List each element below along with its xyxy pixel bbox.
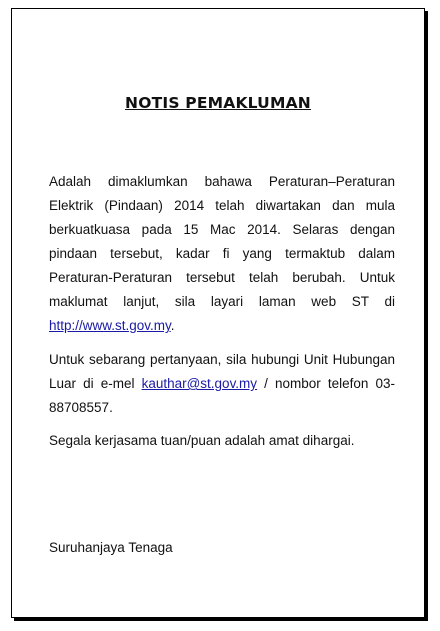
website-link[interactable]: http://www.st.gov.my xyxy=(49,318,171,333)
paragraph-2-text-before: Untuk sebarang pertanyaan, sila hubungi Unit Hubungan Luar di e-mel xyxy=(49,352,395,391)
notice-title: NOTIS PEMAKLUMAN xyxy=(125,94,311,112)
notice-paragraph-2 xyxy=(49,348,395,420)
paragraph-1-text: Adalah dimaklumkan bahawa Peraturan–Peraturan Elektrik (Pindaan) 2014 telah diwartakan dan mula berkuatkuasa pada 15 Mac 2014. Selaras dengan pindaan tersebut, kadar fi yang termaktub dalam Peraturan-Peraturan tersebut telah berubah. Untuk maklumat lanjut, sila layari laman web ST di xyxy=(49,174,395,309)
notice-paragraph-1 xyxy=(49,170,395,338)
paragraph-2-text-after: / nombor telefon 03-88708557. xyxy=(49,376,395,415)
notice-frame xyxy=(11,8,425,618)
signoff: Suruhanjaya Tenaga xyxy=(49,540,173,555)
email-link[interactable]: kauthar@st.gov.my xyxy=(141,376,258,391)
paragraph-1-end: . xyxy=(170,318,175,333)
notice-paragraph-3: Segala kerjasama tuan/puan adalah amat dihargai. xyxy=(49,433,355,448)
